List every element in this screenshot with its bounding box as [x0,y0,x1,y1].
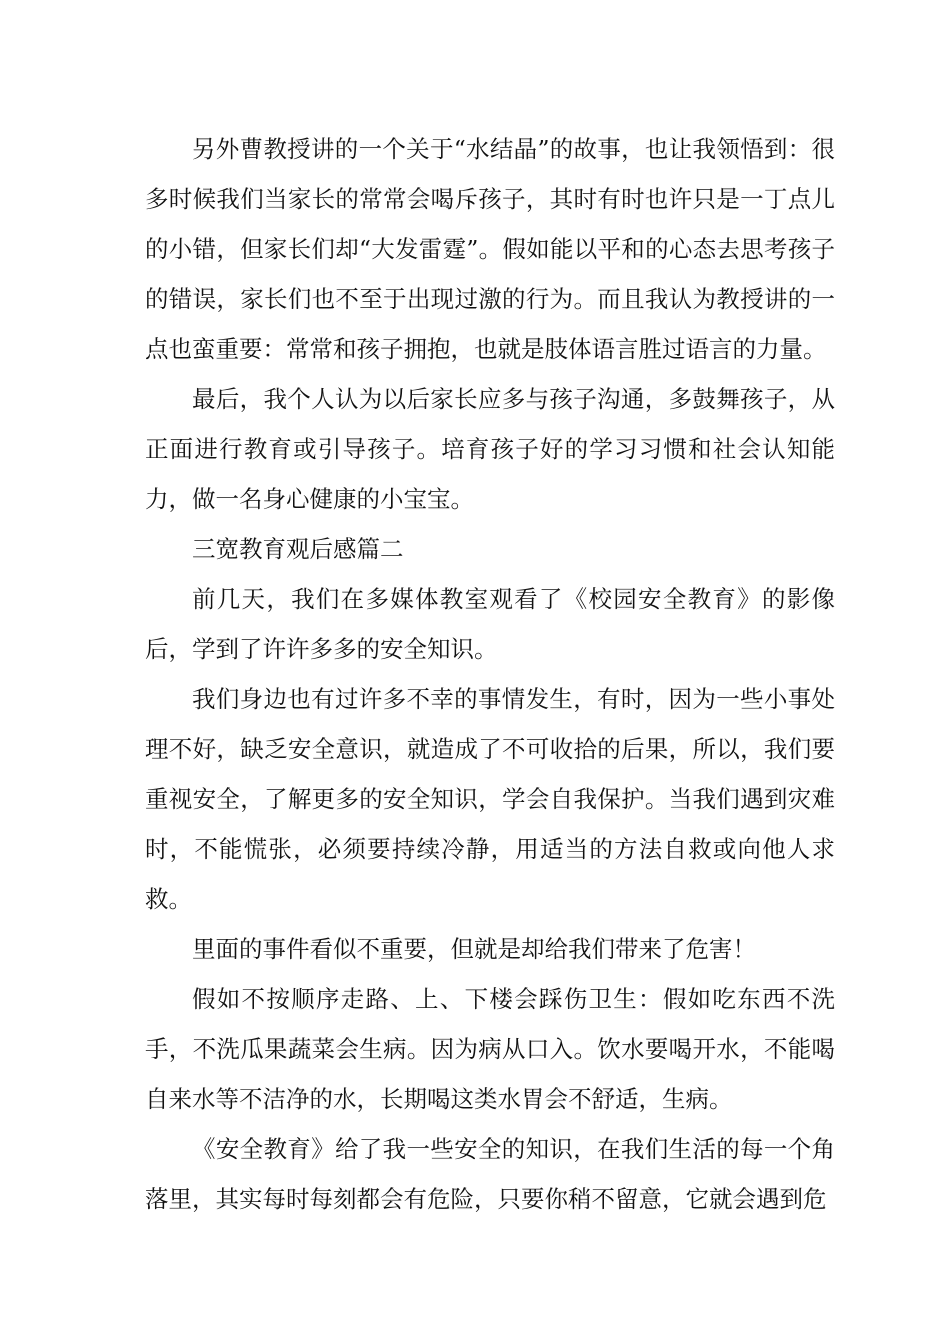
paragraph-closing: 《安全教育》给了我一些安全的知识，在我们生活的每一个角落里，其实每时每刻都会有危险，只要你稍不留意，它就会遇到危 [145,1135,835,1213]
paragraph-events: 里面的事件看似不重要，但就是却给我们带来了危害！ [192,935,756,963]
document-body [145,124,835,1224]
paragraph-water-crystal: 另外曹教授讲的一个关于“水结晶”的故事，也让我领悟到：很多时候我们当家长的常常会喝斥孩子，其时有时也许只是一丁点儿的小错，但家长们却“大发雷霆”。假如能以平和的心态去思考孩子的错误，家长们也不至于出现过激的行为。而且我认为教授讲的一点也蛮重要：常常和孩子拥抱，也就是肢体语言胜过语言的力量。 [145,135,835,363]
paragraph-video-intro: 前几天，我们在多媒体教室观看了《校园安全教育》的影像后，学到了许许多多的安全知识。 [145,585,835,663]
paragraph-safety-awareness: 我们身边也有过许多不幸的事情发生，有时，因为一些小事处理不好，缺乏安全意识，就造成了不可收拾的后果，所以，我们要重视安全，了解更多的安全知识，学会自我保护。当我们遇到灾难时，不能慌张，必须要持续冷静，用适当的方法自救或向他人求救。 [145,685,835,913]
paragraph-examples: 假如不按顺序走路、上、下楼会踩伤卫生：假如吃东西不洗手，不洗瓜果蔬菜会生病。因为病从口入。饮水要喝开水，不能喝自来水等不洁净的水，长期喝这类水胃会不舒适，生病。 [145,985,835,1113]
paragraph-conclusion: 最后，我个人认为以后家长应多与孩子沟通，多鼓舞孩子，从正面进行教育或引导孩子。培育孩子好的学习习惯和社会认知能力，做一名身心健康的小宝宝。 [145,385,835,513]
section-title: 三宽教育观后感篇二 [192,535,404,563]
